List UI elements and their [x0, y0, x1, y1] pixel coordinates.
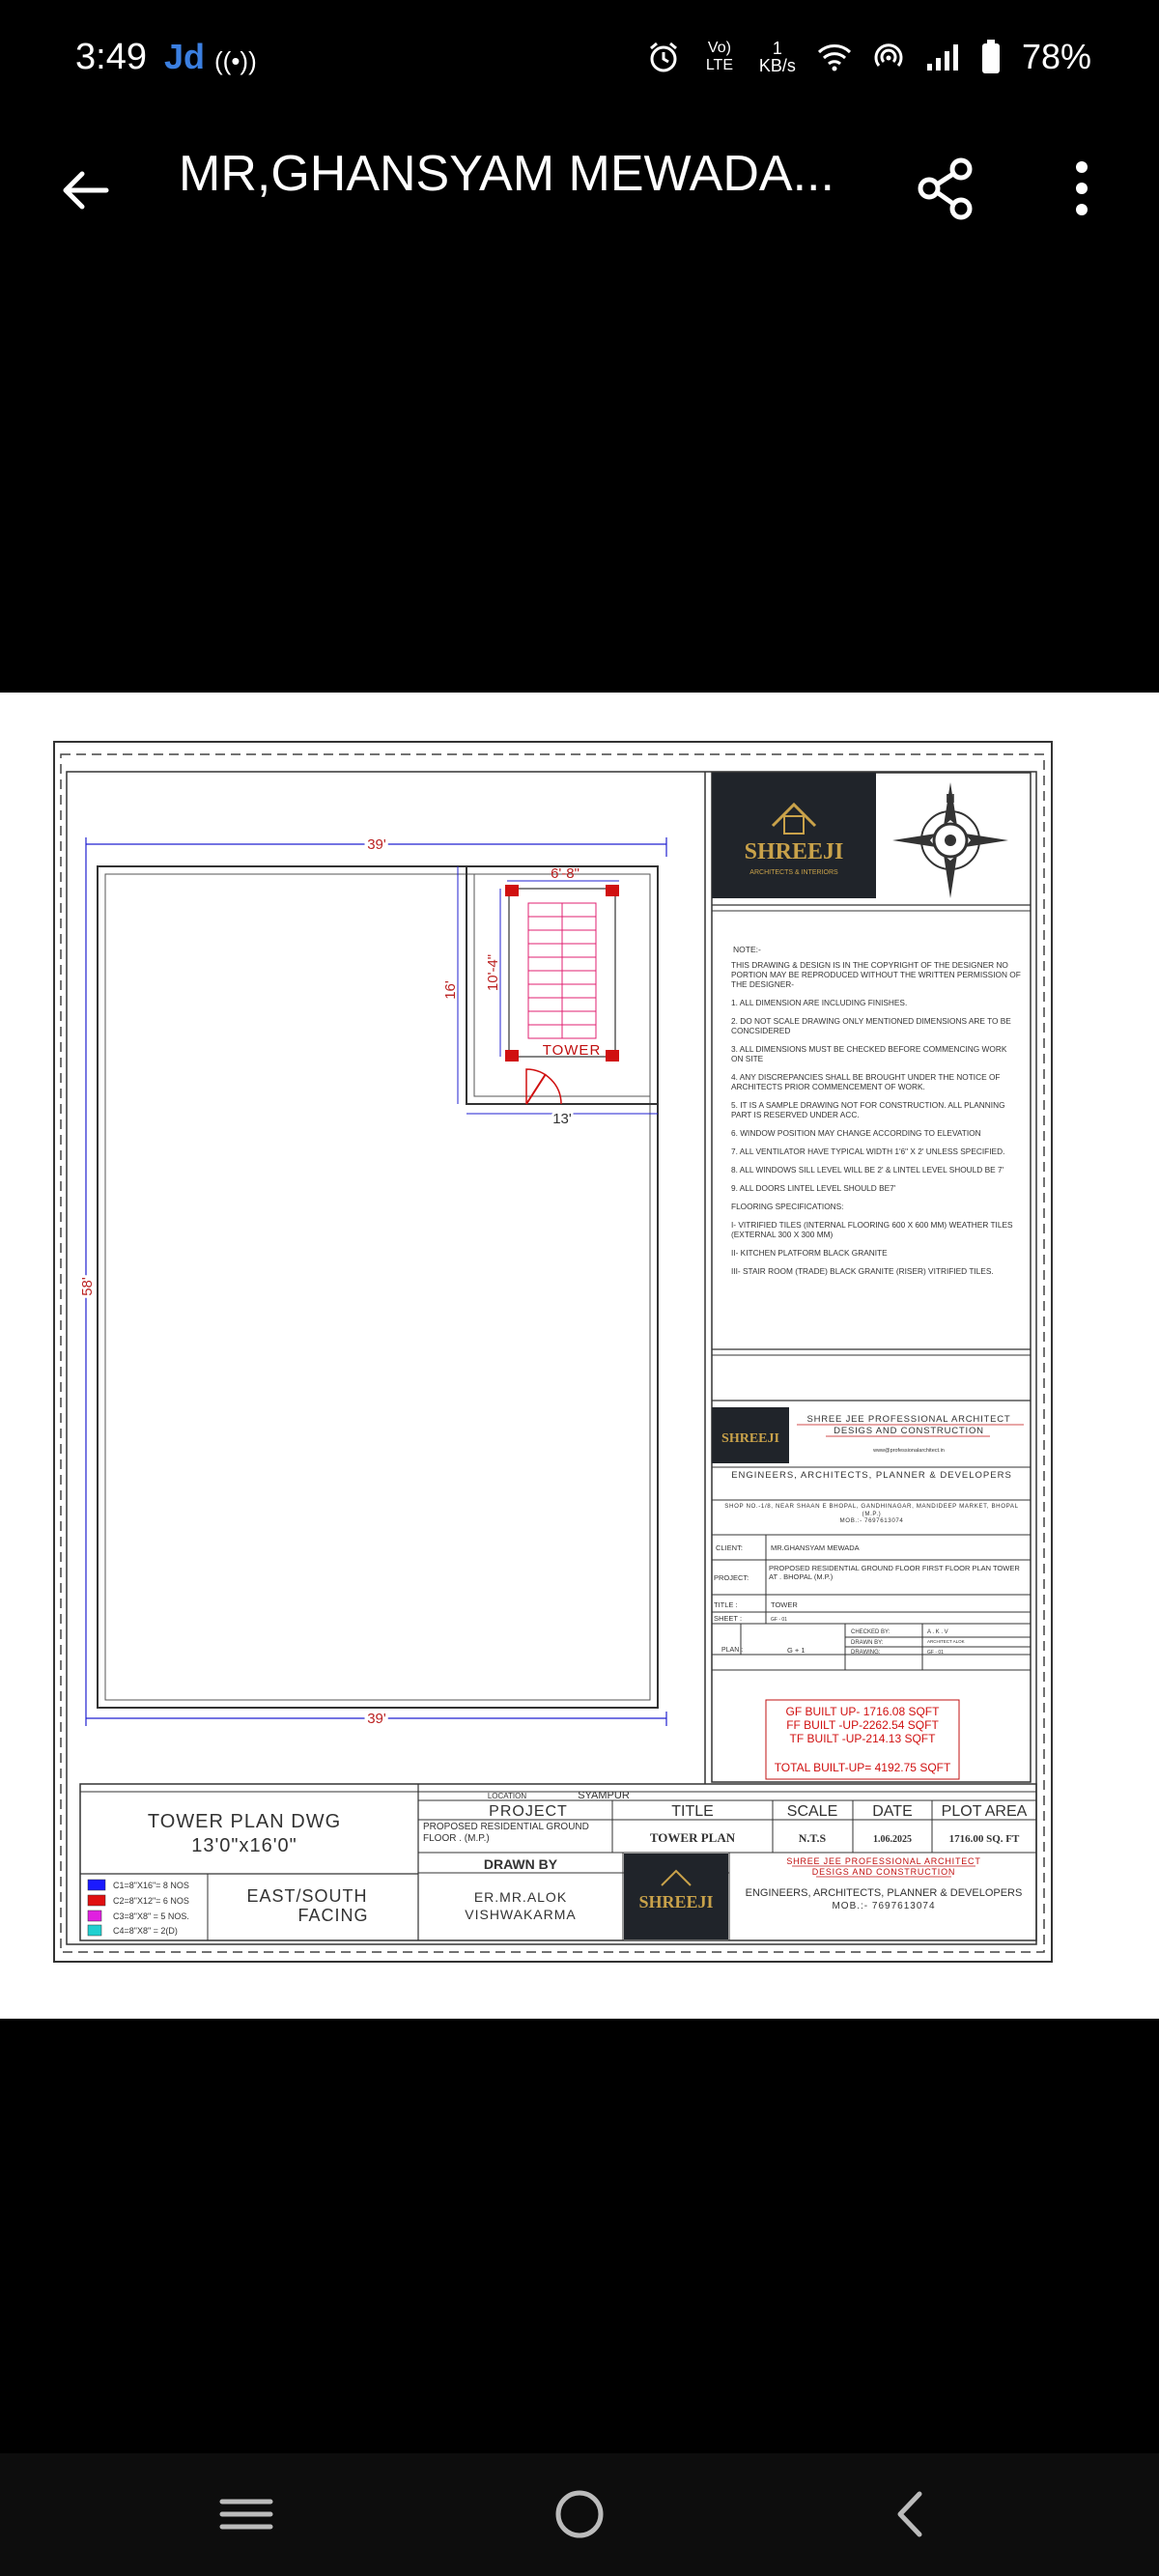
title-head: TITLE — [671, 1803, 714, 1820]
drawn-by-name1: ER.MR.ALOK — [473, 1889, 568, 1905]
note-copyright: THIS DRAWING & DESIGN IS IN THE COPYRIGHT OF THE DESIGNER NO PORTION MAY BE REPRODUCED WITHOUT THE WRITTEN PERMISSION OF THE DESIGNER- — [731, 960, 1021, 989]
architectural-drawing[interactable] — [53, 741, 1053, 1963]
dim-top: 39' — [367, 836, 386, 853]
jd-app-badge: Jd — [164, 37, 206, 76]
project-value: PROPOSED RESIDENTIAL GROUND FLOOR FIRST FLOOR PLAN TOWER AT . BHOPAL (M.P.) — [769, 1564, 1020, 1581]
status-time: 3:49 — [75, 37, 147, 77]
firm-name-1: SHREE JEE PROFESSIONAL ARCHITECT — [806, 1414, 1011, 1425]
plot-area-head: PLOT AREA — [941, 1803, 1028, 1820]
flooring-3: III- STAIR ROOM (TRADE) BLACK GRANITE (RISER) VITRIFIED TILES. — [731, 1266, 994, 1276]
tower-width-dim: 13' — [552, 1111, 572, 1127]
project-head: PROJECT — [489, 1803, 568, 1820]
north-label: N — [946, 791, 955, 806]
tb-mob: MOB.:- 7697613074 — [832, 1901, 936, 1911]
drawn-by-label: DRAWN BY: — [851, 1640, 884, 1646]
drawing-label: DRAWING: — [851, 1650, 881, 1656]
note-2: 2. DO NOT SCALE DRAWING ONLY MENTIONED DIMENSIONS ARE TO BE CONCSIDERED — [731, 1016, 1011, 1035]
legend-c2-swatch — [88, 1895, 105, 1906]
project-label: PROJECT: — [714, 1573, 749, 1582]
dim-bottom: 39' — [367, 1711, 386, 1727]
firm-services: ENGINEERS, ARCHITECTS, PLANNER & DEVELOPERS — [731, 1470, 1012, 1481]
svg-text:SHREEJI: SHREEJI — [721, 1431, 779, 1446]
checked-by-value: A . K . V — [927, 1629, 948, 1635]
app-title: MR,GHANSYAM MEWADA... — [179, 146, 834, 202]
network-speed: 1 KB/s — [758, 39, 796, 75]
legend-c1: C1=8"X16"= 8 NOS — [113, 1881, 189, 1890]
stair-length-dim: 10'-4" — [485, 953, 501, 992]
tf-built-up: TF BUILT -UP-214.13 SQFT — [789, 1732, 936, 1745]
battery-percent: 78% — [1021, 37, 1091, 76]
note-1: 1. ALL DIMENSION ARE INCLUDING FINISHES. — [731, 998, 908, 1007]
tb-firm-line1: SHREE JEE PROFESSIONAL ARCHITECT — [786, 1856, 981, 1866]
firm-email: www@professionalarchitect.in — [873, 1448, 945, 1454]
shreeji-logo — [712, 773, 876, 898]
wifi-icon — [817, 42, 852, 71]
legend-c3: C3=8"X8" = 5 NOS. — [113, 1911, 189, 1921]
drawn-by-head: DRAWN BY — [483, 1856, 558, 1872]
flooring-2: II- KITCHEN PLATFORM BLACK GRANITE — [731, 1248, 888, 1258]
flooring-1: I- VITRIFIED TILES (INTERNAL FLOORING 600 X 600 MM) WEATHER TILES (EXTERNAL 300 X 300 MM) — [731, 1220, 1013, 1239]
status-icons — [647, 37, 1091, 77]
plan-size: 13'0"x16'0" — [191, 1835, 297, 1856]
hotspot-icon — [873, 42, 904, 71]
firm-address: SHOP NO.-1/8, NEAR SHAAN E BHOPAL, GANDHINAGAR, MANDIDEEP MARKET, BHOPAL (M.P.) — [724, 1503, 1019, 1517]
checked-by-label: CHECKED BY: — [851, 1629, 890, 1635]
plot-area-value: 1716.00 SQ. FT — [948, 1833, 1020, 1845]
volte-icon: Vo) LTE — [705, 40, 733, 73]
recents-button[interactable] — [212, 2480, 280, 2548]
firm-name-2: DESIGS AND CONSTRUCTION — [834, 1426, 984, 1436]
tb-services: ENGINEERS, ARCHITECTS, PLANNER & DEVELOPERS — [745, 1887, 1023, 1899]
logo-tagline: ARCHITECTS & INTERIORS — [749, 869, 838, 876]
home-circle-icon — [546, 2480, 613, 2548]
project-block-value: PROPOSED RESIDENTIAL GROUND FLOOR . (M.P.) — [423, 1822, 589, 1844]
scale-value: N.T.S — [798, 1831, 827, 1845]
facing-line2: FACING — [297, 1906, 369, 1925]
stair-width-dim: 6'-8" — [551, 865, 580, 882]
location-value: SYAMPUR — [578, 1790, 630, 1801]
signal-icon — [925, 42, 960, 71]
sheet-label: SHEET : — [714, 1614, 743, 1623]
tb-firm-line2: DESIGS AND CONSTRUCTION — [811, 1867, 956, 1877]
battery-icon — [981, 40, 1001, 74]
arrow-left-icon — [53, 155, 121, 222]
back-button[interactable] — [53, 155, 121, 222]
legend-c4: C4=8"X8" = 2(D) — [113, 1926, 178, 1936]
legend-c2: C2=8"X12"= 6 NOS — [113, 1896, 189, 1906]
legend-c1-swatch — [88, 1880, 105, 1890]
tower-label: TOWER — [542, 1042, 602, 1059]
note-9: 9. ALL DOORS LINTEL LEVEL SHOULD BE7' — [731, 1183, 896, 1193]
radio-icon: ((•)) — [214, 46, 257, 75]
note-6: 6. WINDOW POSITION MAY CHANGE ACCORDING TO ELEVATION — [731, 1128, 981, 1138]
note-7: 7. ALL VENTILATOR HAVE TYPICAL WIDTH 1'6" X 2' UNLESS SPECIFIED. — [731, 1146, 1005, 1156]
tower-height-dim: 16' — [442, 980, 459, 1000]
svg-text:NOTE:-: NOTE:- — [733, 945, 761, 954]
drawn-by-name2: VISHWAKARMA — [465, 1907, 577, 1922]
legend-c3-swatch — [88, 1911, 101, 1921]
dim-left: 58' — [79, 1277, 96, 1296]
system-back-button[interactable] — [879, 2480, 947, 2548]
alarm-icon — [647, 41, 680, 73]
drawn-by-value: ARCHITECT ALOK — [927, 1639, 965, 1644]
firm-mob: MOB.:- 7697613074 — [839, 1517, 904, 1524]
total-built-up: TOTAL BUILT-UP= 4192.75 SQFT — [774, 1761, 951, 1774]
title-block-value: TOWER PLAN — [649, 1830, 736, 1845]
status-bar — [0, 0, 1159, 126]
flooring-title: FLOORING SPECIFICATIONS: — [731, 1202, 844, 1211]
home-button[interactable] — [546, 2480, 613, 2548]
location-label: LOCATION — [487, 1792, 527, 1800]
svg-text:SHREEJI: SHREEJI — [638, 1892, 714, 1911]
menu-lines-icon — [212, 2480, 280, 2548]
date-value: 1.06.2025 — [873, 1834, 912, 1845]
scale-head: SCALE — [786, 1803, 838, 1820]
ff-built-up: FF BUILT -UP-2262.54 SQFT — [786, 1718, 939, 1732]
date-head: DATE — [872, 1803, 913, 1820]
title-value: TOWER — [771, 1600, 798, 1609]
note-3: 3. ALL DIMENSIONS MUST BE CHECKED BEFORE COMMENCING WORK ON SITE — [731, 1044, 1007, 1063]
title-label: TITLE : — [714, 1600, 738, 1609]
more-options-button[interactable] — [1053, 155, 1111, 222]
logo-name: SHREEJI — [744, 839, 844, 864]
share-button[interactable] — [913, 155, 980, 222]
plan-value: G + 1 — [787, 1646, 806, 1655]
facing-line1: EAST/SOUTH — [246, 1886, 368, 1906]
plan-label: PLAN : — [721, 1647, 744, 1654]
chevron-left-icon — [879, 2480, 947, 2548]
client-value: MR.GHANSYAM MEWADA — [771, 1543, 860, 1552]
gf-built-up: GF BUILT UP- 1716.08 SQFT — [785, 1705, 940, 1718]
drawing-value: GF - 01 — [927, 1650, 944, 1656]
legend-c4-swatch — [88, 1925, 101, 1936]
share-icon — [913, 155, 980, 222]
note-5: 5. IT IS A SAMPLE DRAWING NOT FOR CONSTRUCTION. ALL PLANNING PART IS RESERVED UNDER ACC. — [731, 1100, 1005, 1119]
more-vert-icon — [1053, 155, 1111, 222]
note-8: 8. ALL WINDOWS SILL LEVEL WILL BE 2' & LINTEL LEVEL SHOULD BE 7' — [731, 1165, 1004, 1175]
note-4: 4. ANY DISCREPANCIES SHALL BE BROUGHT UNDER THE NOTICE OF ARCHITECTS PRIOR COMMENCEMENT OF WORK. — [731, 1072, 1001, 1091]
plan-name: TOWER PLAN DWG — [147, 1811, 342, 1832]
client-label: CLIENT: — [716, 1543, 743, 1552]
sheet-value: GF - 01 — [771, 1617, 787, 1623]
navigation-bar — [0, 2453, 1159, 2576]
